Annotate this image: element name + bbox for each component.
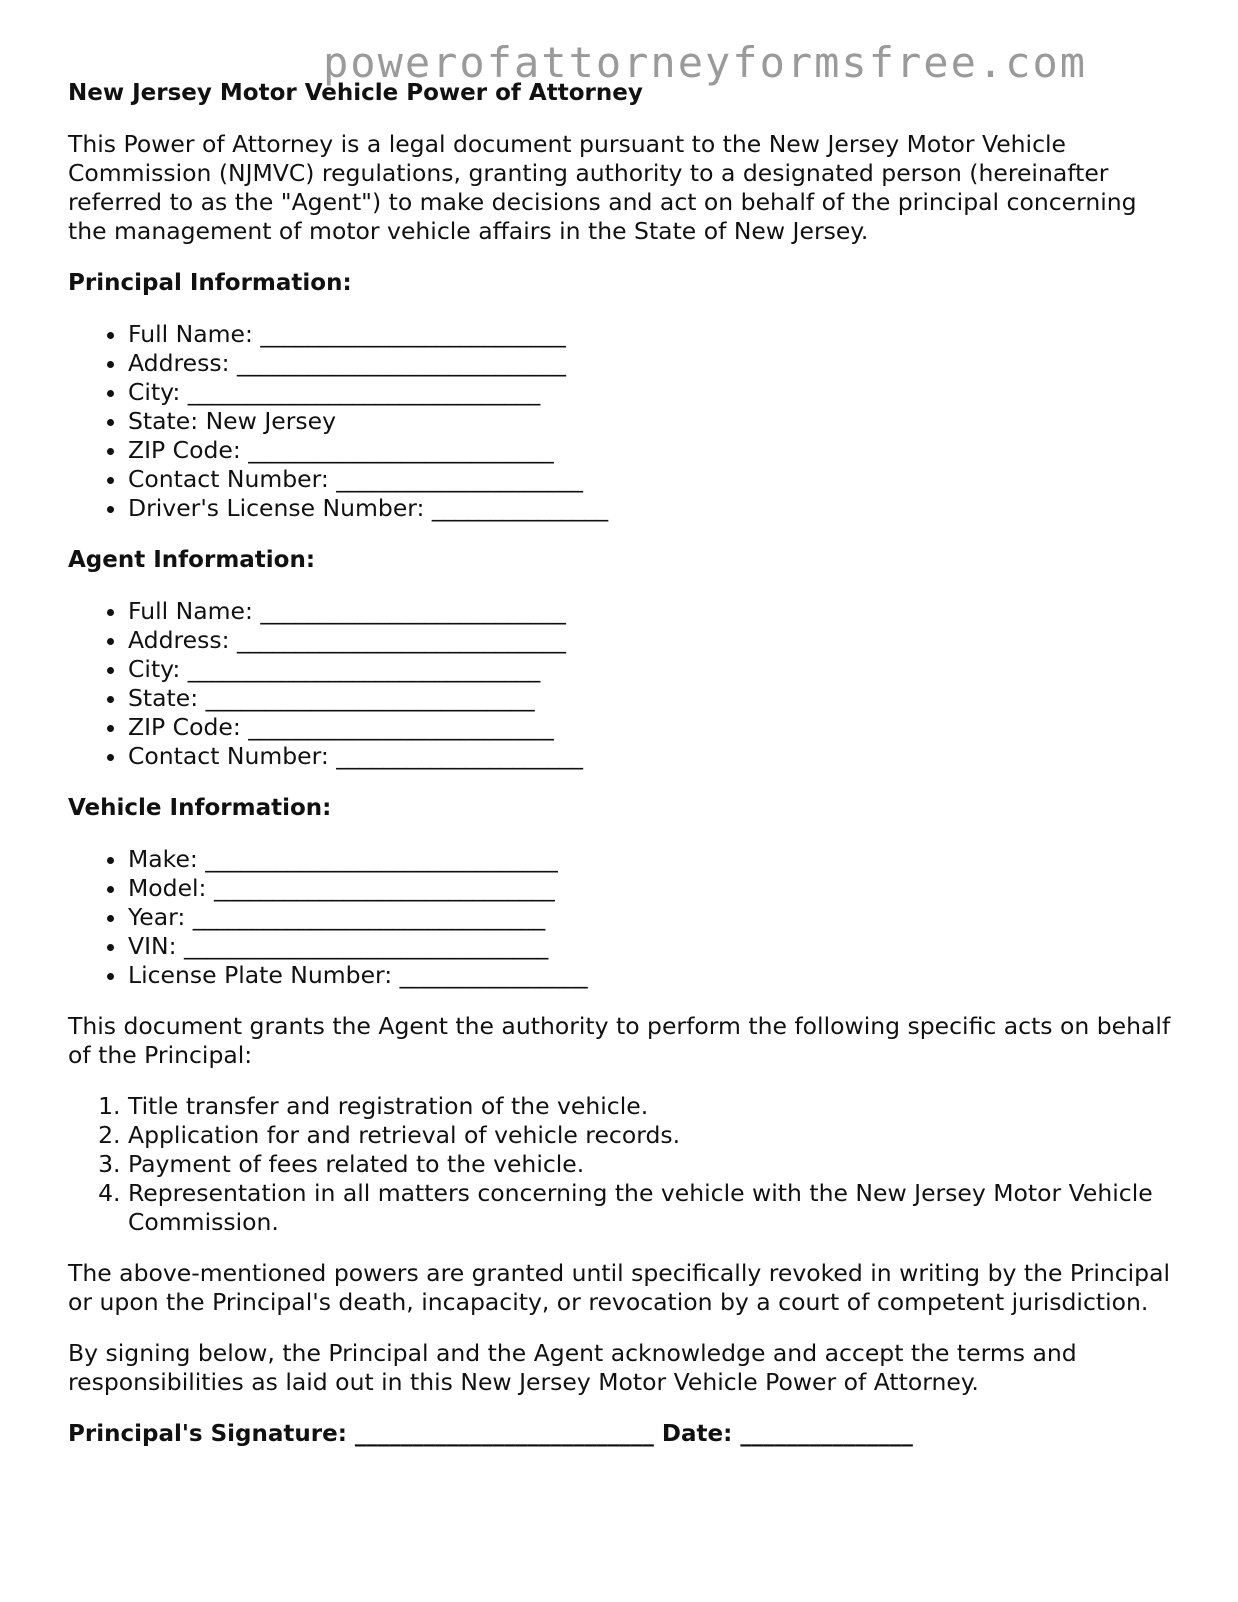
document-body — [68, 78, 1178, 1449]
principal-full-name: • Full Name: __________________________ — [128, 320, 1178, 349]
principal-contact: • Contact Number: _____________________ — [128, 465, 1178, 494]
vehicle-plate: • License Plate Number: ________________ — [128, 961, 1178, 990]
vehicle-make: • Make: ______________________________ — [128, 845, 1178, 874]
signature-line: Principal's Signature: __________________________ Date: _______________ — [68, 1421, 913, 1447]
watermark: powerofattorneyformsfree.com — [323, 38, 1088, 87]
principal-fields — [68, 320, 1178, 523]
vehicle-model: • Model: _____________________________ — [128, 874, 1178, 903]
agent-heading: Agent Information: — [68, 547, 316, 573]
duration-paragraph: The above-mentioned powers are granted until specifically revoked in writing by the Principal or upon the Principal's death, incapacity, or revocation by a court of competent jurisdiction. — [68, 1259, 1171, 1316]
vehicle-heading: Vehicle Information: — [68, 795, 332, 821]
principal-city: • City: ______________________________ — [128, 378, 1178, 407]
agent-full-name: • Full Name: __________________________ — [128, 597, 1178, 626]
principal-license: • Driver's License Number: _______________ — [128, 494, 1178, 523]
vehicle-vin: • VIN: _______________________________ — [128, 932, 1178, 961]
principal-heading: Principal Information: — [68, 270, 352, 296]
acknowledgement-paragraph: By signing below, the Principal and the Agent acknowledge and accept the terms and responsibilities as laid out in this New Jersey Motor Vehicle Power of Attorney. — [68, 1339, 1077, 1396]
intro-paragraph: This Power of Attorney is a legal document pursuant to the New Jersey Motor Vehicle Commission (NJMVC) regulations, granting authority to a designated person (hereinafter referred to as the "Agent") to make decisions and act on behalf of the principal concerning the management of motor vehicle affairs in the State of New Jersey. — [68, 130, 1137, 245]
act-item: 3. Payment of fees related to the vehicle. — [128, 1150, 1178, 1179]
vehicle-year: • Year: ______________________________ — [128, 903, 1178, 932]
agent-fields — [68, 597, 1178, 771]
principal-address: • Address: ____________________________ — [128, 349, 1178, 378]
principal-zip: • ZIP Code: __________________________ — [128, 436, 1178, 465]
agent-contact: • Contact Number: _____________________ — [128, 742, 1178, 771]
act-item: 2. Application for and retrieval of vehicle records. — [128, 1121, 1178, 1150]
principal-state: • State: New Jersey — [128, 407, 1178, 436]
agent-address: • Address: ____________________________ — [128, 626, 1178, 655]
grants-paragraph: This document grants the Agent the authority to perform the following specific acts on behalf of the Principal: — [68, 1012, 1171, 1069]
acts-list — [68, 1092, 1178, 1237]
document-title: New Jersey Motor Vehicle Power of Attorney — [68, 80, 643, 106]
agent-zip: • ZIP Code: __________________________ — [128, 713, 1178, 742]
act-item: 1. Title transfer and registration of the vehicle. — [128, 1092, 1178, 1121]
agent-state: • State: ____________________________ — [128, 684, 1178, 713]
vehicle-fields — [68, 845, 1178, 990]
agent-city: • City: ______________________________ — [128, 655, 1178, 684]
act-item: 4. Representation in all matters concerning the vehicle with the New Jersey Motor Vehicle Commission. — [128, 1179, 1178, 1237]
